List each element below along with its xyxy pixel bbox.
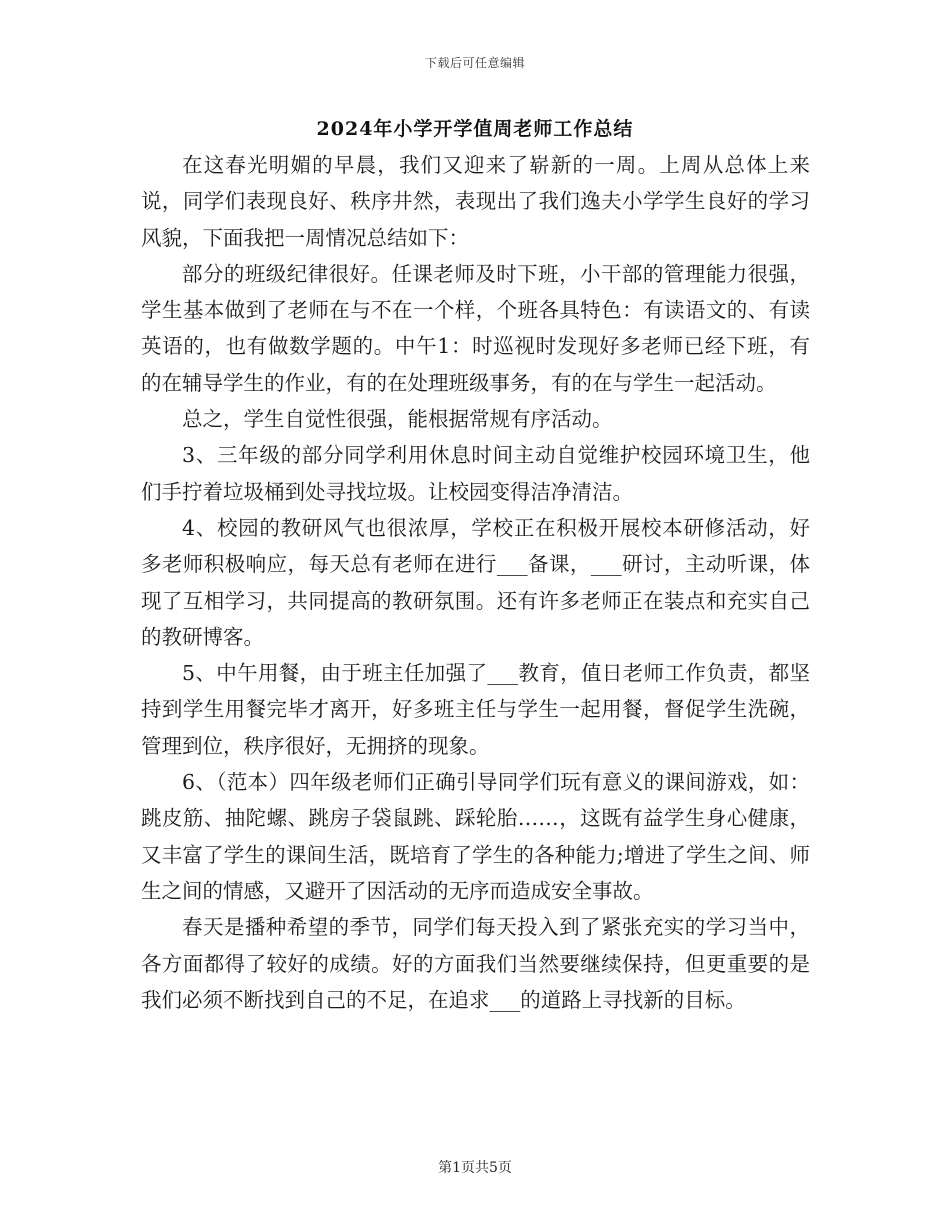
paragraph-intro: 在这春光明媚的早晨，我们又迎来了崭新的一周。上周从总体上来说，同学们表现良好、秩序井然，表现出了我们逸夫小学学生良好的学习风貌，下面我把一周情况总结如下： bbox=[141, 153, 810, 250]
paragraph-item-4: 4、校园的教研风气也很浓厚，学校正在积极开展校本研修活动，好多老师积极响应，每天总有老师在进行___备课，___研讨，主动听课，体现了互相学习，共同提高的教研氛围。还有许多老师正在装点和充实自己的教研博客。 bbox=[141, 515, 810, 649]
paragraph-conclusion: 春天是播种希望的季节，同学们每天投入到了紧张充实的学习当中，各方面都得了较好的成绩。好的方面我们当然要继续保持，但更重要的是我们必须不断找到自己的不足，在追求___的道路上寻找新的目标。 bbox=[141, 915, 810, 1012]
paragraph-class-discipline: 部分的班级纪律很好。任课老师及时下班，小干部的管理能力很强，学生基本做到了老师在与不在一个样，个班各具特色：有读语文的、有读英语的，也有做数学题的。中午1：时巡视时发现好多老师已经下班，有的在辅导学生的作业，有的在处理班级事务，有的在与学生一起活动。 bbox=[141, 261, 810, 395]
document-title: 2024年小学开学值周老师工作总结 bbox=[316, 118, 634, 140]
paragraph-item-6: 6、（范本）四年级老师们正确引导同学们玩有意义的课间游戏，如：跳皮筋、抽陀螺、跳房子袋鼠跳、踩轮胎……，这既有益学生身心健康，又丰富了学生的课间生活，既培育了学生的各种能力;增进了学生之间、师生之间的情感，又避开了因活动的无序而造成安全事故。 bbox=[141, 770, 810, 903]
page-number-footer: 第1页共5页 bbox=[438, 1160, 512, 1176]
header-note: 下载后可任意编辑 bbox=[424, 56, 525, 70]
paragraph-summary: 总之，学生自觉性很强，能根据常规有序活动。 bbox=[182, 407, 613, 432]
paragraph-item-5: 5、中午用餐，由于班主任加强了___教育，值日老师工作负责，都坚持到学生用餐完毕才离开，好多班主任与学生一起用餐，督促学生洗碗，管理到位，秩序很好，无拥挤的现象。 bbox=[141, 661, 810, 758]
document-body bbox=[141, 147, 810, 1018]
paragraph-item-3: 3、三年级的部分同学利用休息时间主动自觉维护校园环境卫生，他们手拧着垃圾桶到处寻找垃圾。让校园变得洁净清洁。 bbox=[141, 443, 810, 504]
